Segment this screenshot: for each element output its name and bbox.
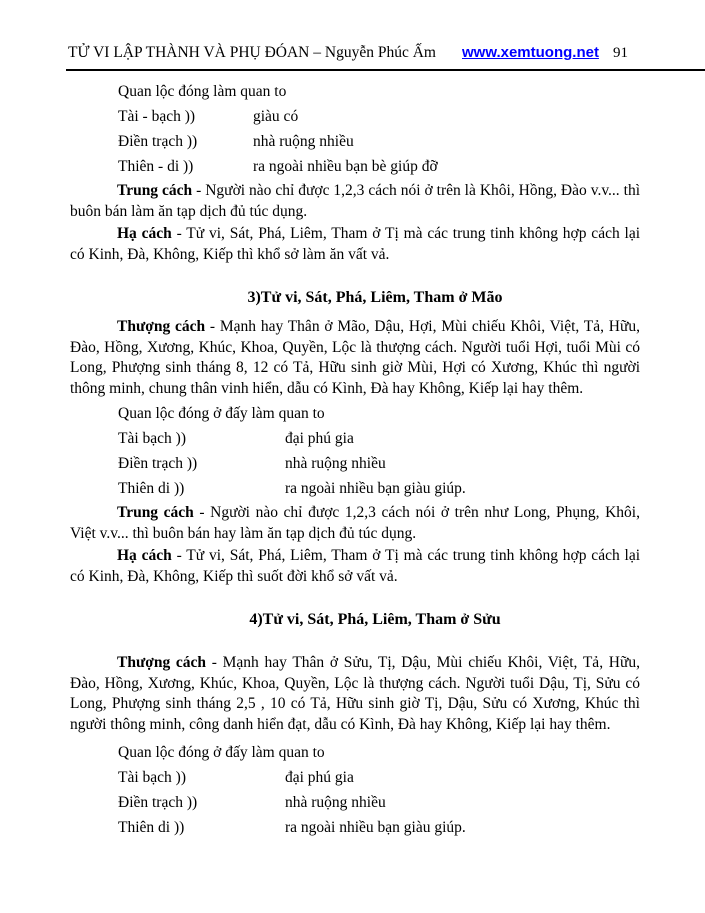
list-item-label: Điền trạch ))	[118, 794, 198, 811]
ha-cach-text: - Tử vi, Sát, Phá, Liêm, Tham ở Tị mà các trung tinh không hợp cách lại có Kinh, Đà, Không, Kiếp thì suốt đời khổ sở vất vả.	[70, 547, 641, 585]
list-item	[70, 451, 640, 476]
list-item-label: Tài bạch ))	[118, 769, 186, 786]
list-item	[70, 790, 640, 815]
ha-cach-paragraph	[70, 546, 640, 587]
list-item-value: nhà ruộng nhiều	[285, 794, 386, 811]
page-header	[0, 0, 705, 71]
list-item-value: giàu có	[253, 108, 299, 125]
list-item-label: Điền trạch ))	[118, 133, 198, 150]
list-item	[70, 129, 640, 154]
ha-cach-text: - Tử vi, Sát, Phá, Liêm, Tham ở Tị mà các trung tinh không hợp cách lại có Kinh, Đà, Không, Kiếp thì khổ sở làm ăn vất vả.	[70, 225, 641, 263]
list-item-label: Thiên di ))	[118, 819, 185, 836]
website-link[interactable]: www.xemtuong.net	[462, 44, 599, 61]
list-item	[70, 426, 640, 451]
ha-cach-paragraph	[70, 224, 640, 265]
trung-cach-lead: Trung cách	[117, 504, 194, 521]
quan-loc-line: Quan lộc đóng ở đấy làm quan to	[118, 744, 325, 761]
trung-cach-lead: Trung cách	[117, 182, 193, 199]
intro-section	[70, 79, 640, 265]
trung-cach-paragraph	[70, 181, 640, 222]
list-item-value: ra ngoài nhiều bạn bè giúp đỡ	[253, 158, 438, 175]
thuong-cach-paragraph	[70, 317, 640, 399]
thuong-cach-text: - Mạnh hay Thân ở Mão, Dậu, Hợi, Mùi chiếu Khôi, Việt, Tả, Hữu, Đào, Hồng, Xương, Khúc, Khoa, Quyền, Lộc là thượng cách. Người tuổi Hợi, tuổi Mùi có Long, Phượng sinh tháng 8, 12 có Tả, Hữu sinh giờ Mùi, Hợi có Xương, Khúc thì người thông minh, chung thân vinh hiển, dẫu có Kình, Đà hay Không, Kiếp lại hay thêm.	[70, 318, 640, 397]
quan-loc-line: Quan lộc đóng làm quan to	[118, 83, 287, 100]
list-item-value: đại phú gia	[285, 430, 354, 447]
section-3	[70, 288, 640, 587]
trung-cach-text: - Người nào chỉ được 1,2,3 cách nói ở trên là Khôi, Hồng, Đào v.v... thì buôn bán làm ăn tạp dịch đủ túc dụng.	[70, 182, 640, 220]
thuong-cach-lead: Thượng cách	[117, 318, 206, 335]
list-item-label: Tài bạch ))	[118, 430, 186, 447]
list-item	[70, 104, 640, 129]
page-number: 91	[613, 45, 628, 61]
list-item-label: Thiên di ))	[118, 480, 185, 497]
list-item-label: Tài - bạch ))	[118, 108, 196, 125]
list-item-value: nhà ruộng nhiều	[285, 455, 386, 472]
list-item-value: ra ngoài nhiều bạn giàu giúp.	[285, 480, 466, 497]
trung-cach-text: - Người nào chỉ được 1,2,3 cách nói ở trên như Long, Phụng, Khôi, Việt v.v... thì buôn bán hay làm ăn tạp dịch đủ túc dụng.	[70, 504, 640, 542]
list-item-value: đại phú gia	[285, 769, 354, 786]
thuong-cach-text: - Mạnh hay Thân ở Sửu, Tị, Dậu, Mùi chiếu Khôi, Việt, Tả, Hữu, Đào, Hồng, Xương, Khúc, Khoa, Quyền, Lộc là thượng cách. Người tuổi Dậu, Tị, Sửu có Long, Phượng sinh tháng 2,5 , 10 có Tả, Hữu sinh giờ Tị, Dậu, Sửu có Xương, Khúc thì người thông minh, công danh hiển đạt, dẫu có Kình, Đà hay Không, Kiếp lại hay thêm.	[70, 654, 640, 733]
section-4-heading: 4)Tử vi, Sát, Phá, Liêm, Tham ở Sửu	[249, 611, 501, 628]
list-item	[70, 476, 640, 501]
ha-cach-lead: Hạ cách	[117, 547, 172, 564]
list-item	[70, 154, 640, 179]
trung-cach-paragraph	[70, 503, 640, 544]
header-divider	[66, 69, 705, 71]
list-item-label: Thiên - di ))	[118, 158, 194, 175]
list-item	[70, 765, 640, 790]
document-body	[0, 71, 705, 840]
thuong-cach-lead: Thượng cách	[117, 654, 207, 671]
ha-cach-lead: Hạ cách	[117, 225, 172, 242]
list-item-value: nhà ruộng nhiều	[253, 133, 354, 150]
list-item-label: Điền trạch ))	[118, 455, 198, 472]
list-item-value: ra ngoài nhiều bạn giàu giúp.	[285, 819, 466, 836]
thuong-cach-paragraph	[70, 653, 640, 735]
section-4	[70, 610, 640, 840]
list-item	[70, 815, 640, 840]
book-title: TỬ VI LẬP THÀNH VÀ PHỤ ĐÓAN – Nguyễn Phúc Ấm	[68, 44, 436, 61]
section-3-heading: 3)Tử vi, Sát, Phá, Liêm, Tham ở Mão	[247, 289, 503, 306]
quan-loc-line: Quan lộc đóng ở đấy làm quan to	[118, 405, 325, 422]
